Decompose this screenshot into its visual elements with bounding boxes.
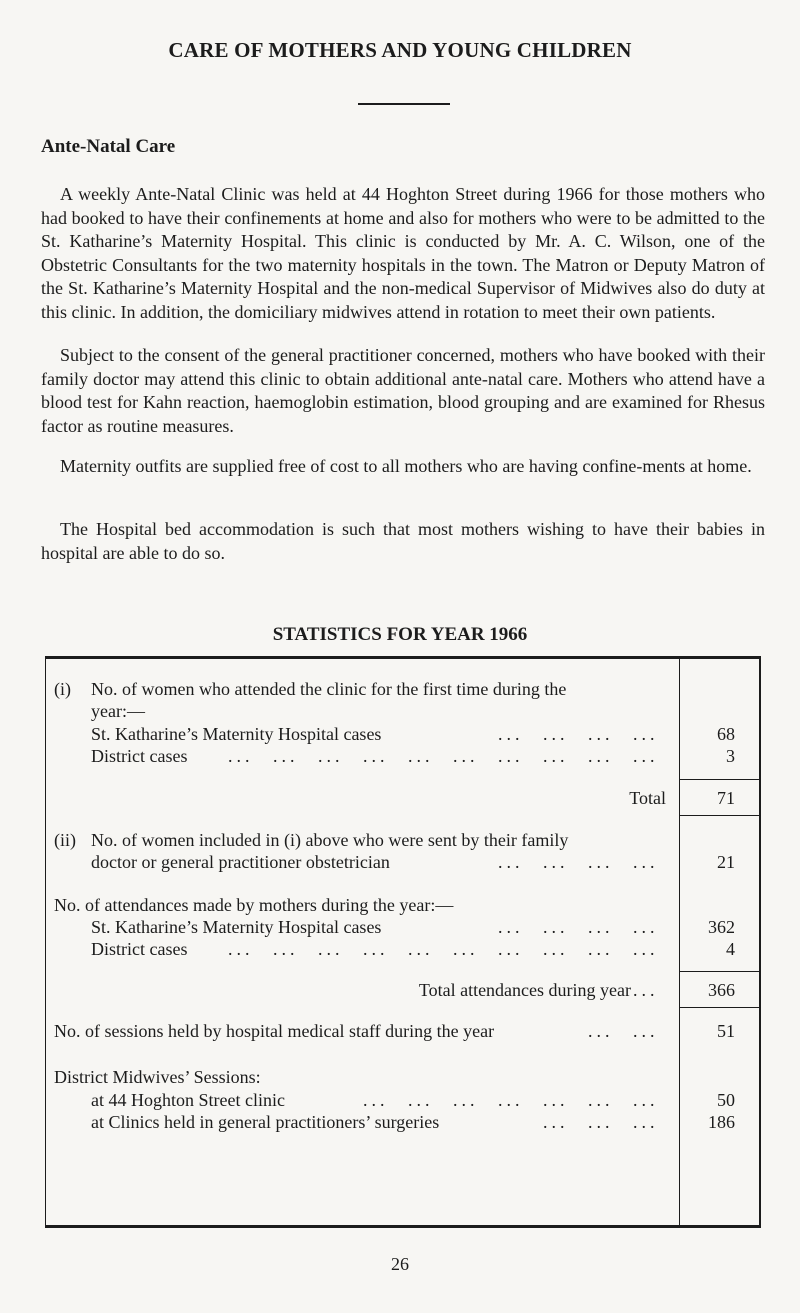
- leader-dots: ...: [588, 724, 614, 744]
- item1-row-a-label: St. Katharine’s Maternity Hospital cases: [91, 724, 382, 744]
- leader-dots: ...: [543, 917, 569, 937]
- attendance-total-rule-top: [679, 971, 759, 972]
- item2-value: 21: [717, 852, 735, 872]
- stats-title: STATISTICS FOR YEAR 1966: [272, 624, 528, 645]
- leader-dots: ...: [588, 1021, 614, 1041]
- section-heading: Ante-Natal Care: [41, 136, 176, 157]
- midwives-row-a-label: at 44 Hoghton Street clinic: [91, 1090, 285, 1110]
- item1-row-b-value: 3: [726, 746, 735, 766]
- paragraph-ante-natal-clinic: A weekly Ante-Natal Clinic was held at 44 Hoghton Street during 1966 for those mothers who had booked to have their confinements at home and also for mothers who were to be admitted to the St. Katharine’s Maternity Hospital. This clinic is conducted by Mr. A. C. Wilson, one of the Obstetric Consultants for the two maternity hospitals in the town. The Matron or Deputy Matron of the St. Katharine’s Maternity Hospital and the non-medical Supervisor of Midwives also do duty at this clinic. In addition, the domiciliary midwives attend in rotation to meet their own patients.: [41, 184, 765, 322]
- total-rule-top: [679, 779, 759, 780]
- item2-line1: No. of women included in (i) above who were sent by their family: [91, 830, 569, 850]
- stats-table: [45, 656, 761, 1228]
- attendances-total-value: 366: [708, 980, 735, 1000]
- value-column-divider: [679, 659, 680, 1225]
- leader-dots: ...: [498, 939, 524, 959]
- sessions-label: No. of sessions held by hospital medical staff during the year: [54, 1021, 495, 1041]
- page-title: CARE OF MOTHERS AND YOUNG CHILDREN: [168, 38, 632, 62]
- leader-dots: ...: [408, 746, 434, 766]
- leader-dots: ...: [363, 939, 389, 959]
- item1-total-label: Total: [629, 788, 666, 808]
- leader-dots: ...: [633, 917, 659, 937]
- leader-dots: ...: [633, 980, 659, 1000]
- leader-dots: ...: [633, 939, 659, 959]
- leader-dots: ...: [453, 1090, 479, 1110]
- attendances-heading: No. of attendances made by mothers during the year:—: [54, 895, 454, 915]
- leader-dots: ...: [408, 939, 434, 959]
- leader-dots: ...: [498, 1090, 524, 1110]
- page-number: 26: [391, 1254, 409, 1274]
- item2-marker: (ii): [54, 830, 76, 850]
- leader-dots: ...: [273, 939, 299, 959]
- leader-dots: ...: [228, 746, 254, 766]
- leader-dots: ...: [543, 1112, 569, 1132]
- leader-dots: ...: [588, 746, 614, 766]
- item1-line2: year:—: [91, 701, 145, 721]
- item1-row-a-value: 68: [717, 724, 735, 744]
- leader-dots: ...: [588, 939, 614, 959]
- leader-dots: ...: [453, 939, 479, 959]
- leader-dots: ...: [498, 724, 524, 744]
- leader-dots: ...: [318, 939, 344, 959]
- leader-dots: ...: [453, 746, 479, 766]
- paragraph-maternity-outfits: Maternity outfits are supplied free of cost to all mothers who are having confine-ments at home.: [60, 456, 752, 476]
- leader-dots: ...: [228, 939, 254, 959]
- leader-dots: ...: [543, 1090, 569, 1110]
- leader-dots: ...: [633, 1021, 659, 1041]
- attendances-total-label: Total attendances during year: [418, 980, 631, 1000]
- item1-row-b-label: District cases: [91, 746, 188, 766]
- leader-dots: ...: [588, 1090, 614, 1110]
- midwives-row-b-value: 186: [708, 1112, 735, 1132]
- leader-dots: ...: [543, 746, 569, 766]
- leader-dots: ...: [363, 1090, 389, 1110]
- leader-dots: ...: [543, 852, 569, 872]
- leader-dots: ...: [498, 746, 524, 766]
- leader-dots: ...: [633, 746, 659, 766]
- sessions-value: 51: [717, 1021, 735, 1041]
- leader-dots: ...: [633, 724, 659, 744]
- item2-line2: doctor or general practitioner obstetrician: [91, 852, 390, 872]
- title-rule: [358, 103, 450, 105]
- total-rule-bottom: [679, 815, 759, 816]
- item1-marker: (i): [54, 679, 71, 699]
- leader-dots: ...: [273, 746, 299, 766]
- attendances-row-a-label: St. Katharine’s Maternity Hospital cases: [91, 917, 382, 937]
- leader-dots: ...: [318, 746, 344, 766]
- item1-line1: No. of women who attended the clinic for the first time during the: [91, 679, 567, 699]
- leader-dots: ...: [498, 917, 524, 937]
- attendance-total-rule-bottom: [679, 1007, 759, 1008]
- attendances-row-b-label: District cases: [91, 939, 188, 959]
- midwives-heading: District Midwives’ Sessions:: [54, 1067, 261, 1087]
- paragraph-hospital-beds: The Hospital bed accommodation is such that most mothers wishing to have their babies in hospital are able to do so.: [41, 519, 765, 563]
- leader-dots: ...: [633, 852, 659, 872]
- leader-dots: ...: [588, 1112, 614, 1132]
- paragraph-general-practitioner: Subject to the consent of the general practitioner concerned, mothers who have booked with their family doctor may attend this clinic to obtain additional ante-natal care. Mothers who attend have a blood test for Kahn reaction, haemoglobin estimation, blood grouping and are examined for Rhesus factor as routine measures.: [41, 345, 765, 436]
- leader-dots: ...: [363, 746, 389, 766]
- leader-dots: ...: [543, 724, 569, 744]
- midwives-row-a-value: 50: [717, 1090, 735, 1110]
- attendances-row-b-value: 4: [726, 939, 735, 959]
- leader-dots: ...: [498, 852, 524, 872]
- leader-dots: ...: [408, 1090, 434, 1110]
- attendances-row-a-value: 362: [708, 917, 735, 937]
- item1-total-value: 71: [717, 788, 735, 808]
- midwives-row-b-label: at Clinics held in general practitioners’ surgeries: [91, 1112, 440, 1132]
- leader-dots: ...: [588, 852, 614, 872]
- leader-dots: ...: [633, 1090, 659, 1110]
- leader-dots: ...: [633, 1112, 659, 1132]
- leader-dots: ...: [543, 939, 569, 959]
- leader-dots: ...: [588, 917, 614, 937]
